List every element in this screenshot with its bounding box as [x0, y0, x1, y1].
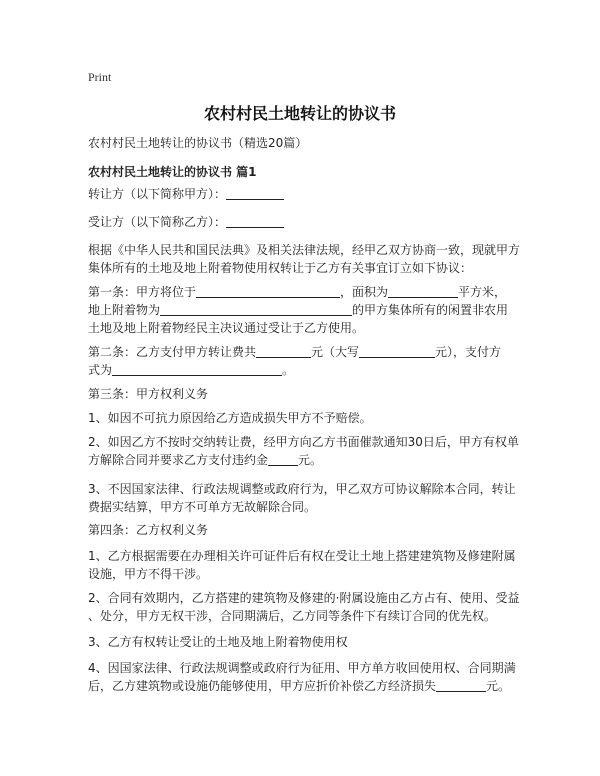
- article1-text-c: 平方米，: [458, 285, 507, 299]
- article1-text-b: ，面积为: [340, 285, 389, 299]
- section-heading: 农村村民土地转让的协议书 篇1: [88, 165, 257, 179]
- article4-item-4-line-2: [88, 677, 518, 695]
- fee-blank[interactable]: [256, 345, 311, 358]
- article3-item-1: 1、如因不可抗力原因给乙方造成损失甲方不予赔偿。: [88, 411, 372, 425]
- document-subtitle: 农村村民土地转让的协议书（精选20篇）: [88, 136, 308, 150]
- article3-item-3-line-2: 费据实结算，甲方不可单方无故解除合同。: [88, 500, 317, 514]
- transferor-blank[interactable]: [226, 187, 284, 200]
- transferee-label: 受让方（以下简称乙方）：: [88, 215, 227, 229]
- article4-item-4-text-a: 后，乙方建筑物或设施仍能够使用，甲方应折价补偿乙方经济损失: [88, 679, 437, 693]
- article3-item-2-text-b: 元。: [298, 453, 323, 467]
- article4-heading: 第四条：乙方权利义务: [88, 523, 209, 537]
- payment-method-blank[interactable]: [112, 363, 282, 376]
- article4-item-1-line-2: 设施，甲方不得干涉。: [88, 567, 209, 581]
- fee-uppercase-blank[interactable]: [359, 345, 435, 358]
- article1-line-2: [88, 301, 518, 319]
- location-blank[interactable]: [196, 285, 340, 298]
- article4-item-2-line-1: 2、合同有效期内，乙方搭建的建筑物及修建的·附属设施由乙方占有、使用、受益: [88, 591, 520, 605]
- article2-text-c: 元），支付方: [435, 345, 502, 359]
- article3-heading: 第三条：甲方权利义务: [88, 387, 209, 401]
- attachment-blank[interactable]: [160, 303, 352, 316]
- article4-item-1-line-1: 1、乙方根据需要在办理相关许可证件后有权在受让土地上搭建建筑物及修建附属: [88, 549, 516, 563]
- article2-line-1: [88, 343, 518, 361]
- article3-item-2-line-2: [88, 451, 518, 469]
- article2-text-d: 式为: [88, 363, 113, 377]
- article3-item-2-line-1: 2、如因乙方不按时交纳转让费，经甲方向乙方书面催款通知30日后，甲方有权单: [88, 435, 519, 449]
- transferee-blank[interactable]: [226, 215, 284, 228]
- transferor-line: [88, 185, 518, 203]
- article1-text-e: 的甲方集体所有的闲置非农用: [352, 303, 509, 317]
- article2-text-a: 第二条：乙方支付甲方转让费共: [88, 345, 257, 359]
- article3-item-3-line-1: 3、不因国家法律、行政法规调整或政府行为，甲乙双方可协议解除本合同，转让: [88, 482, 516, 496]
- article3-item-2-text-a: 方解除合同并要求乙方支付违约金: [88, 453, 269, 467]
- article2-text-e: 。: [282, 363, 295, 377]
- article4-item-3: 3、乙方有权转让受让的土地及地上附着物使用权: [88, 635, 348, 649]
- article1-line-1: [88, 283, 518, 301]
- article1-text-d: 地上附着物为: [88, 303, 161, 317]
- article2-line-2: [88, 361, 518, 379]
- area-blank[interactable]: [388, 285, 458, 298]
- article4-item-4-line-1: 4、因国家法律、行政法规调整或政府行为征用、甲方单方收回使用权、合同期满: [88, 661, 516, 675]
- intro-line-2: 集体所有的土地及地上附着物使用权转让于乙方有关事宜订立如下协议：: [88, 261, 473, 275]
- article4-item-2-line-2: 、处分，甲方无权干涉，合同期满后，乙方同等条件下有续订合同的优先权。: [88, 609, 497, 623]
- article1-text-a: 第一条：甲方将位于: [88, 285, 197, 299]
- transferee-line: [88, 213, 518, 231]
- article2-text-b: 元（大写: [311, 345, 360, 359]
- penalty-blank[interactable]: [268, 453, 298, 466]
- intro-line-1: 根据《中华人民共和国民法典》及相关法律法规，经甲乙双方协商一致，现就甲方: [88, 243, 521, 257]
- transferor-label: 转让方（以下简称甲方）：: [88, 187, 227, 201]
- article4-item-4-text-b: 元。: [486, 679, 511, 693]
- compensation-blank[interactable]: [436, 679, 486, 692]
- document-title: 农村村民土地转让的协议书: [203, 104, 396, 123]
- print-link[interactable]: Print: [88, 70, 112, 84]
- article1-line-3: 土地及地上附着物经民主决议通过受让于乙方使用。: [88, 321, 365, 335]
